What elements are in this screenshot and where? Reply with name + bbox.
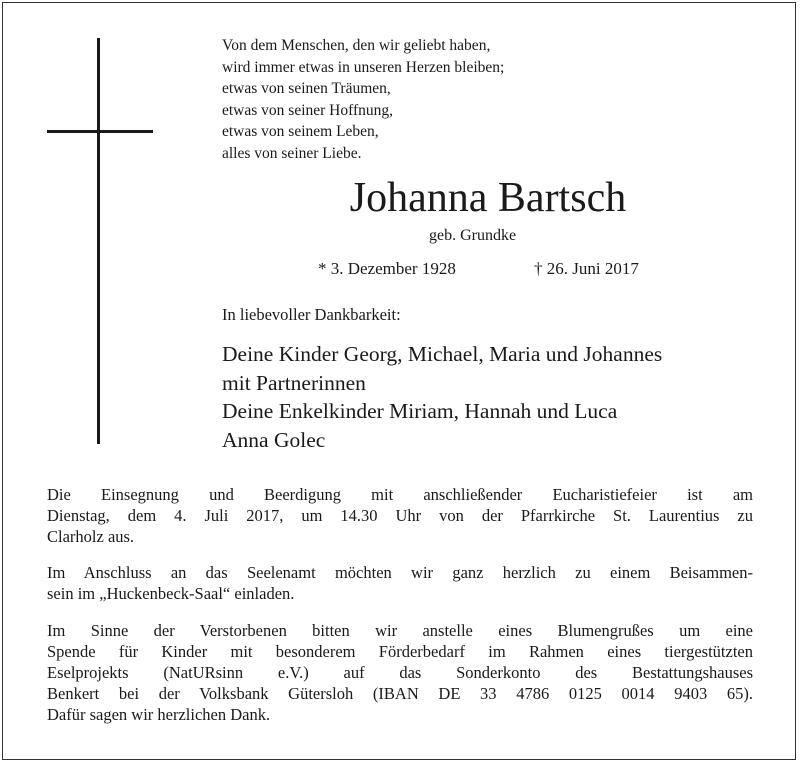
- poem: [222, 35, 504, 164]
- poem-line: etwas von seiner Hoffnung,: [222, 101, 394, 119]
- poem-line: etwas von seinen Träumen,: [222, 80, 391, 97]
- paragraph-line: Spende für Kinder mit besonderem Förderbedarf im Rahmen eines tiergestützten: [47, 642, 753, 661]
- birth-name: geb. Grundke: [429, 227, 517, 244]
- paragraph-line: sein im „Huckenbeck-Saal“ einladen.: [47, 584, 295, 603]
- thanks-intro: In liebevoller Dankbarkeit:: [222, 305, 401, 324]
- death-date: † 26. Juni 2017: [534, 259, 639, 278]
- poem-line: etwas von seinem Leben,: [222, 123, 379, 140]
- poem-line: Von dem Menschen, den wir geliebt haben,: [222, 37, 491, 54]
- family-list: [222, 340, 662, 454]
- paragraph-line: Benkert bei der Volksbank Gütersloh (IBAN DE 33 4786 0125 0014 9403 65).: [47, 684, 753, 703]
- paragraph-line: Im Anschluss an das Seelenamt möchten wir ganz herzlich zu einem Beisammen-: [47, 563, 753, 582]
- family-line: Deine Enkelkinder Miriam, Hannah und Luca: [222, 399, 618, 423]
- cross-icon: [97, 38, 100, 444]
- paragraph-line: Clarholz aus.: [47, 527, 135, 546]
- poem-line: wird immer etwas in unseren Herzen bleiben;: [222, 58, 505, 76]
- paragraph-line: Eselprojekts (NatURsinn e.V.) auf das Sonderkonto des Bestattungshauses: [47, 663, 753, 682]
- cross-icon-bar: [47, 130, 153, 133]
- paragraph-line: Im Sinne der Verstorbenen bitten wir anstelle eines Blumengrußes um eine: [47, 621, 753, 640]
- family-line: mit Partnerinnen: [222, 370, 366, 395]
- funeral-info-paragraph: [47, 484, 753, 547]
- donation-info-paragraph: [47, 620, 753, 725]
- poem-line: alles von seiner Liebe.: [222, 144, 362, 162]
- family-line: Deine Kinder Georg, Michael, Maria und Johannes: [222, 342, 663, 366]
- paragraph-line: Die Einsegnung und Beerdigung mit anschließender Eucharistiefeier ist am: [47, 485, 753, 504]
- paragraph-line: Dafür sagen wir herzlichen Dank.: [47, 705, 271, 724]
- family-line: Anna Golec: [222, 427, 326, 452]
- deceased-name: Johanna Bartsch: [349, 175, 627, 221]
- birth-date: * 3. Dezember 1928: [318, 259, 456, 278]
- gathering-info-paragraph: [47, 562, 753, 604]
- paragraph-line: Dienstag, dem 4. Juli 2017, um 14.30 Uhr von der Pfarrkirche St. Laurentius zu: [47, 506, 753, 525]
